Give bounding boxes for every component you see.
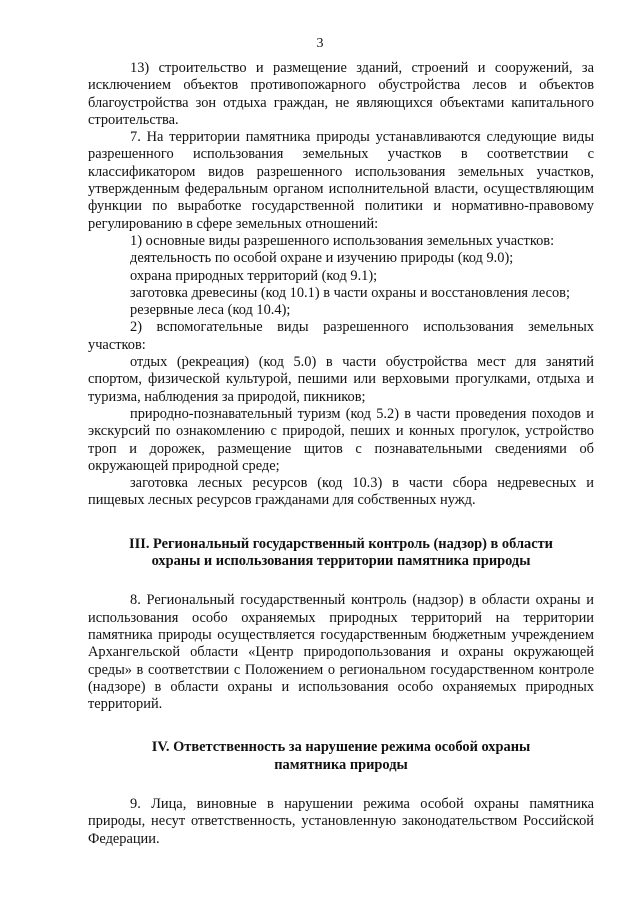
page-number: 3: [316, 36, 324, 51]
clause-7-paragraph: 7. На территории памятника природы устанавливаются следующие виды разрешенного использования земельных участков в соответствии с классификатором видов разрешенного использования земельных участков, утвержденным федеральным органом исполнительной власти, осуществляющим функции по выработке государственной политики и нормативно-правовому регулированию в сфере земельных отношений:: [88, 129, 594, 232]
spacer: [88, 510, 594, 536]
auxiliary-uses-heading: 2) вспомогательные виды разрешенного использования земельных участков:: [88, 319, 594, 353]
section-4-heading: [88, 739, 594, 774]
main-use-item: деятельность по особой охране и изучению природы (код 9.0);: [130, 250, 514, 267]
auxiliary-use-item: заготовка лесных ресурсов (код 10.3) в части сбора недревесных и пищевых лесных ресурсов гражданами для собственных нужд.: [88, 475, 594, 509]
section-3-heading-line1: III. Региональный государственный контроль (надзор) в области: [129, 535, 553, 552]
main-uses-heading: 1) основные виды разрешенного использования земельных участков:: [130, 232, 555, 249]
document-body: [88, 60, 594, 848]
section-4-heading-line2: памятника природы: [274, 756, 408, 773]
item-13-paragraph: 13) строительство и размещение зданий, строений и сооружений, за исключением объектов противопожарного обустройства лесов и объектов благоустройства зон отдыха граждан, не являющихся объектами капитального строительства.: [88, 60, 594, 128]
main-use-item: резервные леса (код 10.4);: [130, 302, 291, 319]
spacer: [88, 774, 594, 796]
section-4-heading-line1: IV. Ответственность за нарушение режима особой охраны: [151, 739, 531, 756]
section-3-heading: [88, 536, 594, 571]
auxiliary-use-item: природно-познавательный туризм (код 5.2) в части проведения походов и экскурсий по ознакомлению с природой, пеших и конных прогулок, устройство троп и дорожек, размещение щитов с познавательными сведениями об окружающей природной среде;: [88, 405, 594, 474]
spacer: [88, 713, 594, 739]
main-use-item: охрана природных территорий (код 9.1);: [130, 267, 378, 284]
main-use-item: заготовка древесины (код 10.1) в части охраны и восстановления лесов;: [130, 284, 570, 301]
section-3-heading-line2: охраны и использования территории памятника природы: [151, 553, 531, 570]
clause-9-paragraph: 9. Лица, виновные в нарушении режима особой охраны памятника природы, несут ответственность, установленную законодательством Российской Федерации.: [88, 795, 594, 847]
spacer: [88, 570, 594, 592]
auxiliary-use-item: отдых (рекреация) (код 5.0) в части обустройства мест для занятий спортом, физической культурой, пешими или верховыми прогулками, отдыха и туризма, наблюдения за природой, пикников;: [88, 354, 594, 405]
clause-8-paragraph: 8. Региональный государственный контроль (надзор) в области охраны и использования особо охраняемых природных территорий на территории памятника природы осуществляется государственным бюджетным учреждением Архангельской области «Центр природопользования и охраны окружающей среды» в соответствии с Положением о региональном государственном контроле (надзоре) в области охраны и использования особо охраняемых природных территорий.: [88, 592, 594, 713]
